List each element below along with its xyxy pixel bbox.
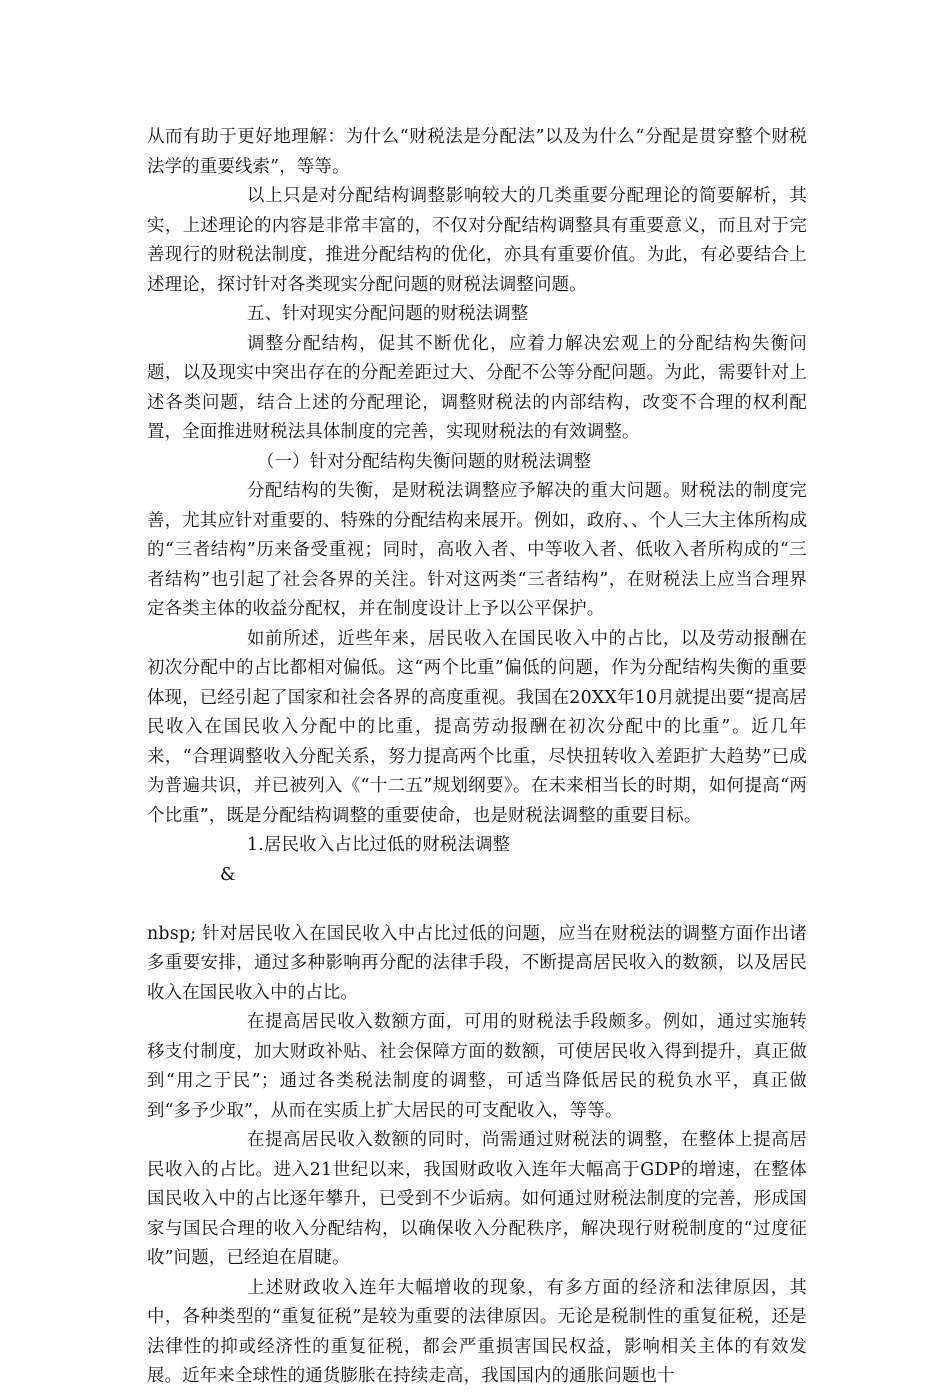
paragraph-intro-continuation: 从而有助于更好地理解：为什么“财税法是分配法”以及为什么“分配是贯穿整个财税法学的重要线索”，等等。 — [147, 127, 807, 177]
document-body — [147, 123, 807, 1392]
paragraph-raise-income-amount: 在提高居民收入数额方面，可用的财税法手段颇多。例如，通过实施转移支付制度，加大财政补贴、社会保障方面的数额，可使居民收入得到提升，真正做到“用之于民”；通过各类税法制度的调整，可适当降低居民的税负水平，真正做到“多予少取”，从而在实质上扩大居民的可支配收入，等等。 — [147, 1012, 807, 1121]
paragraph-theory-summary: 以上只是对分配结构调整影响较大的几类重要分配理论的简要解析，其实，上述理论的内容是非常丰富的，不仅对分配结构调整具有重要意义，而且对于完善现行的财税法制度，推进分配结构的优化，亦具有重要价值。为此，有必要结合上述理论，探讨针对各类现实分配问题的财税法调整问题。 — [147, 186, 807, 295]
stray-ampersand: & — [220, 864, 236, 885]
paragraph-nbsp-low-ratio: nbsp; 针对居民收入在国民收入中占比过低的问题，应当在财税法的调整方面作出诸多重要安排，通过多种影响再分配的法律手段，不断提高居民收入的数额，以及居民收入在国民收入中的占比。 — [147, 923, 807, 1003]
paragraph-raise-income-share: 在提高居民收入数额的同时，尚需通过财税法的调整，在整体上提高居民收入的占比。进入21世纪以来，我国财政收入连年大幅高于GDP的增速，在整体国民收入中的占比逐年攀升，已受到不少诟病。如何通过财税法制度的完善，形成国家与国民合理的收入分配结构，以确保收入分配秩序，解决现行财税制度的“过度征收”问题，已经迫在眉睫。 — [147, 1130, 807, 1268]
section-heading-five: 五、针对现实分配问题的财税法调整 — [247, 304, 529, 324]
subsection-heading-one: （一）针对分配结构失衡问题的财税法调整 — [257, 451, 592, 472]
paragraph-double-taxation: 上述财政收入连年大幅增收的现象，有多方面的经济和法律原因，其中，各种类型的“重复征税”是较为重要的法律原因。无论是税制性的重复征税，还是法律性的抑或经济性的重复征税，都会严重损害国民权益，影响相关主体的有效发展。近年来全球性的通货膨胀在持续走高，我国国内的通胀问题也十 — [147, 1277, 807, 1386]
subsection-heading-1-1: 1.居民收入占比过低的财税法调整 — [247, 835, 511, 855]
paragraph-imbalance: 分配结构的失衡，是财税法调整应予解决的重大问题。财税法的制度完善，尤其应针对重要的、特殊的分配结构来展开。例如，政府、、个人三大主体所构成的“三者结构”历来备受重视；同时，高收入者、中等收入者、低收入者所构成的“三者结构”也引起了社会各界的关注。针对这两类“三者结构”，在财税法上应当合理界定各类主体的收益分配权，并在制度设计上予以公平保护。 — [147, 481, 807, 619]
blank-line — [147, 890, 807, 920]
paragraph-adjust-structure: 调整分配结构，促其不断优化，应着力解决宏观上的分配结构失衡问题，以及现实中突出存在的分配差距过大、分配不公等分配问题。为此，需要针对上述各类问题，结合上述的分配理论，调整财税法的内部结构，改变不合理的权利配置，全面推进财税法具体制度的完善，实现财税法的有效调整。 — [147, 333, 807, 442]
paragraph-two-ratios: 如前所述，近些年来，居民收入在国民收入中的占比，以及劳动报酬在初次分配中的占比都相对偏低。这“两个比重”偏低的问题，作为分配结构失衡的重要体现，已经引起了国家和社会各界的高度重视。我国在20XX年10月就提出要“提高居民收入在国民收入分配中的比重，提高劳动报酬在初次分配中的比重”。近几年来，“合理调整收入分配关系，努力提高两个比重，尽快扭转收入差距扩大趋势”已成为普遍共识，并已被列入《“十二五”规划纲要》。在未来相当长的时期，如何提高“两个比重”，既是分配结构调整的重要使命，也是财税法调整的重要目标。 — [147, 628, 807, 826]
